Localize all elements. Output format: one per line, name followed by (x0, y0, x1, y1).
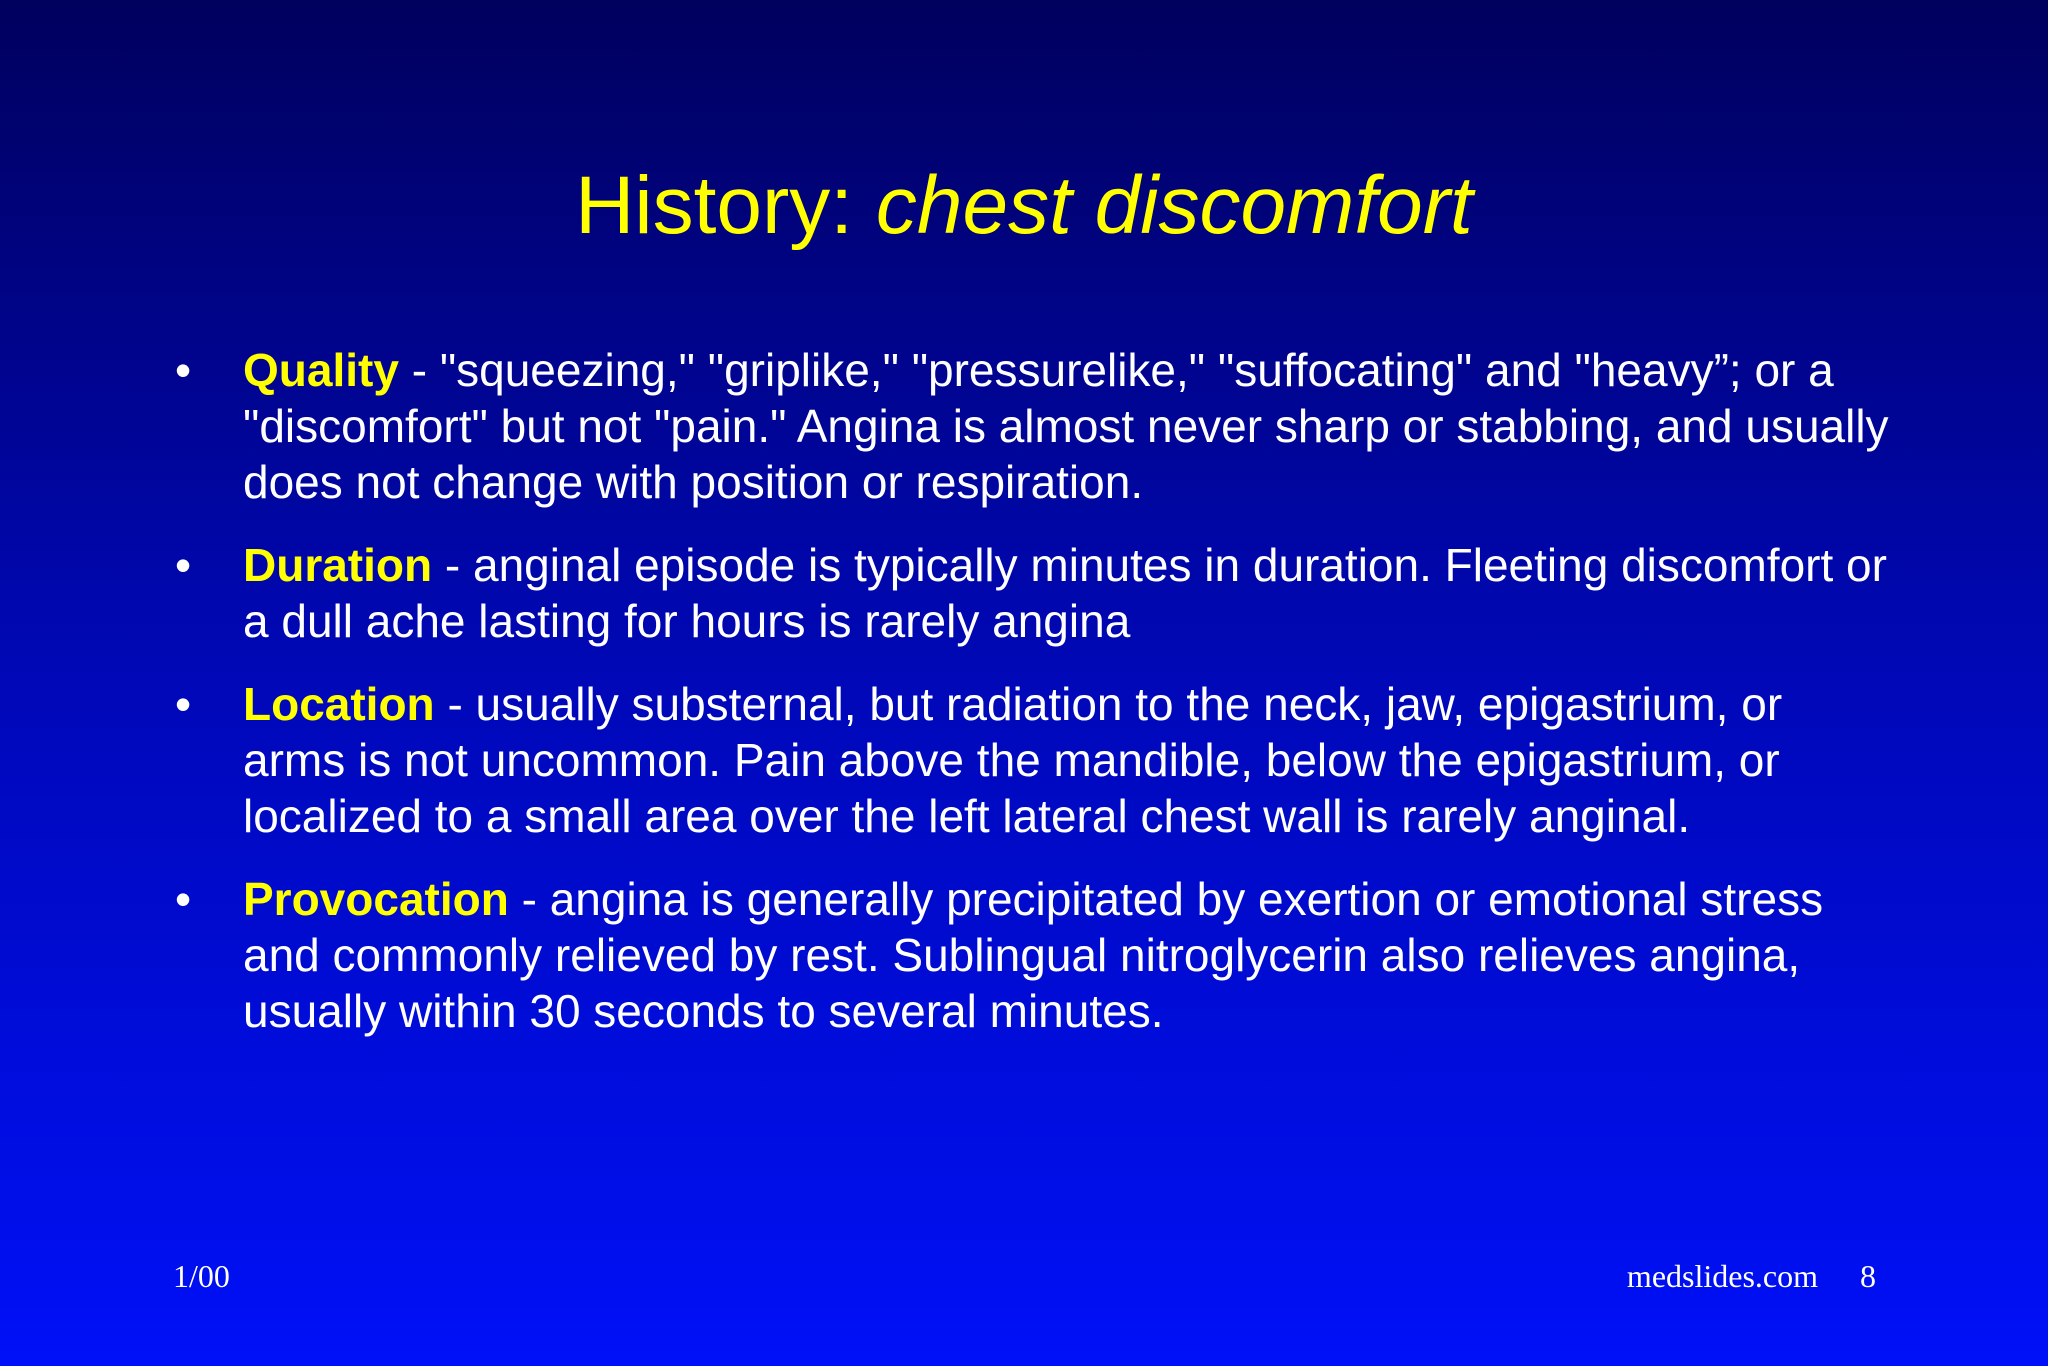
bullet-text: - angina is generally precipitated by exertion or emotional stress and commonly relieved by rest. Sublingual nitroglycerin also relieves angina, usually within 30 seconds to several minutes. (243, 873, 1824, 1037)
bullet-list (175, 342, 1895, 1066)
footer-site: medslides.com (1626, 1258, 1818, 1294)
bullet-term: Location (243, 678, 435, 730)
bullet-term: Quality (243, 344, 399, 396)
footer-right (1627, 1258, 1876, 1295)
bullet-item-quality (175, 342, 1895, 510)
bullet-dot: • (175, 873, 192, 925)
bullet-dot: • (175, 344, 192, 396)
bullet-term: Duration (243, 539, 433, 591)
bullet-item-location (175, 676, 1895, 844)
bullet-dot: • (175, 539, 192, 591)
title-prefix: History: (575, 160, 876, 251)
slide-title (0, 158, 2048, 254)
bullet-item-duration (175, 537, 1895, 649)
title-emphasis: chest discomfort (875, 160, 1473, 251)
bullet-term: Provocation (243, 873, 509, 925)
bullet-text: - usually substernal, but radiation to the neck, jaw, epigastrium, or arms is not uncommon. Pain above the mandible, below the epigastrium, or localized to a small area over the left lateral chest wall is rarely anginal. (243, 678, 1783, 842)
bullet-text: - anginal episode is typically minutes in duration. Fleeting discomfort or a dull ache lasting for hours is rarely angina (243, 539, 1887, 647)
bullet-text: - "squeezing," "griplike," "pressurelike," "suffocating" and "heavy”; or a "discomfort" but not "pain." Angina is almost never sharp or stabbing, and usually does not change with position or respiration. (243, 344, 1889, 508)
bullet-item-provocation (175, 871, 1895, 1039)
footer-date: 1/00 (173, 1258, 230, 1294)
bullet-dot: • (175, 678, 192, 730)
page-number: 8 (1860, 1258, 1876, 1294)
